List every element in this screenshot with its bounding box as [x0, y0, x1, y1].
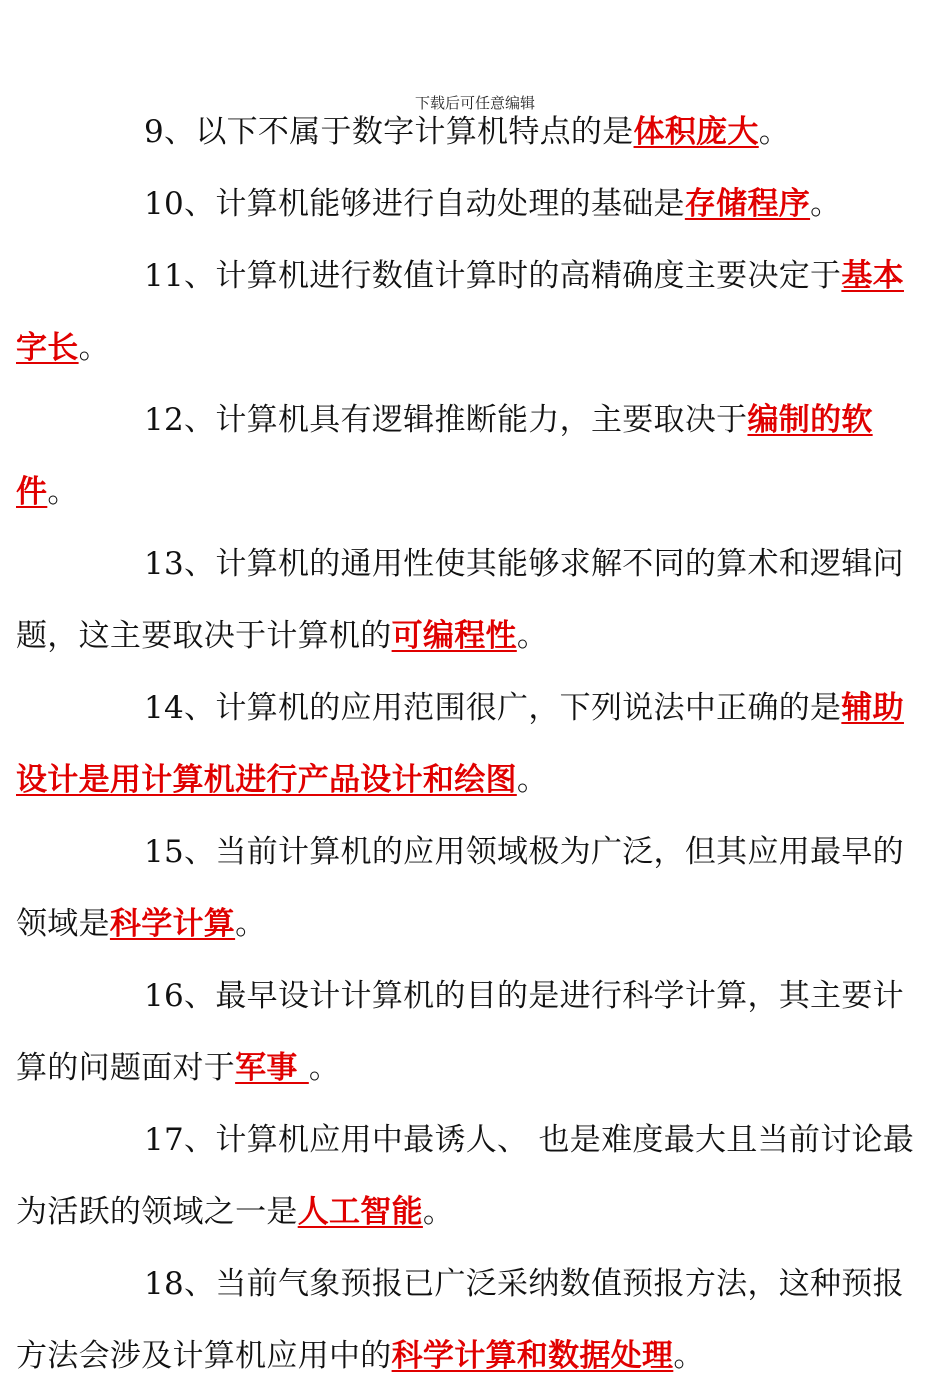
question-12: [16, 384, 916, 528]
answer: 编制的软件: [16, 402, 873, 510]
question-text: 计算机能够进行自动处理的基础是: [215, 186, 685, 222]
question-text: 最早设计计算机的目的是进行科学计算，其主要计算的问题面对于: [16, 978, 904, 1086]
answer: 人工智能: [297, 1194, 423, 1230]
question-text: 当前计算机的应用领域极为广泛，但其应用最早的领域是: [16, 834, 904, 942]
answer: 科学计算: [109, 906, 236, 942]
answer: 可编程性: [391, 618, 517, 654]
question-number: 16、: [144, 978, 216, 1014]
question-text: 计算机的通用性使其能够求解不同的算术和逻辑问题，这主要取决于计算机的: [16, 546, 904, 654]
question-text: 计算机的应用范围很广，下列说法中正确的是: [215, 690, 842, 726]
question-16: [16, 960, 916, 1104]
question-number: 10、: [144, 186, 216, 222]
question-number: 14、: [144, 690, 216, 726]
end-punct: 。: [235, 906, 267, 942]
end-punct: 。: [78, 330, 110, 366]
end-punct: 。: [308, 1050, 341, 1086]
question-text: 计算机具有逻辑推断能力，主要取决于: [215, 402, 748, 438]
question-9: [16, 96, 916, 168]
question-text: 计算机进行数值计算时的高精确度主要决定于: [215, 258, 842, 294]
question-15: [16, 816, 916, 960]
question-11: [16, 240, 916, 384]
question-text: 计算机应用中最诱人、 也是难度最大且当前讨论最为活跃的领域之一是: [16, 1122, 915, 1230]
end-punct: 。: [673, 1338, 705, 1374]
question-number: 13、: [144, 546, 216, 582]
answer: 军事: [235, 1050, 309, 1086]
question-list: [16, 96, 916, 1392]
question-number: 15、: [144, 834, 216, 870]
end-punct: 。: [422, 1194, 455, 1230]
answer: 体积庞大: [633, 114, 759, 150]
answer: 存储程序: [684, 186, 811, 222]
question-10: [16, 168, 916, 240]
question-number: 17、: [144, 1122, 216, 1158]
end-punct: 。: [810, 186, 842, 222]
question-number: 11、: [144, 258, 216, 294]
end-punct: 。: [47, 474, 79, 510]
answer: 科学计算和数据处理: [391, 1338, 674, 1374]
question-text: 当前气象预报已广泛采纳数值预报方法，这种预报方法会涉及计算机应用中的: [16, 1266, 904, 1374]
question-number: 9、: [144, 114, 196, 150]
question-14: [16, 672, 916, 816]
end-punct: 。: [758, 114, 791, 150]
header-note: 下载后可任意编辑: [414, 94, 535, 112]
question-13: [16, 528, 916, 672]
end-punct: 。: [516, 618, 549, 654]
question-number: 12、: [144, 402, 216, 438]
end-punct: 。: [516, 762, 549, 798]
answer: 基本字长: [16, 258, 904, 366]
question-text: 以下不属于数字计算机特点的是: [195, 114, 634, 150]
question-17: [16, 1104, 916, 1248]
answer: 辅助设计是用计算机进行产品设计和绘图: [16, 690, 904, 798]
question-number: 18、: [144, 1266, 216, 1302]
question-18: [16, 1248, 916, 1392]
